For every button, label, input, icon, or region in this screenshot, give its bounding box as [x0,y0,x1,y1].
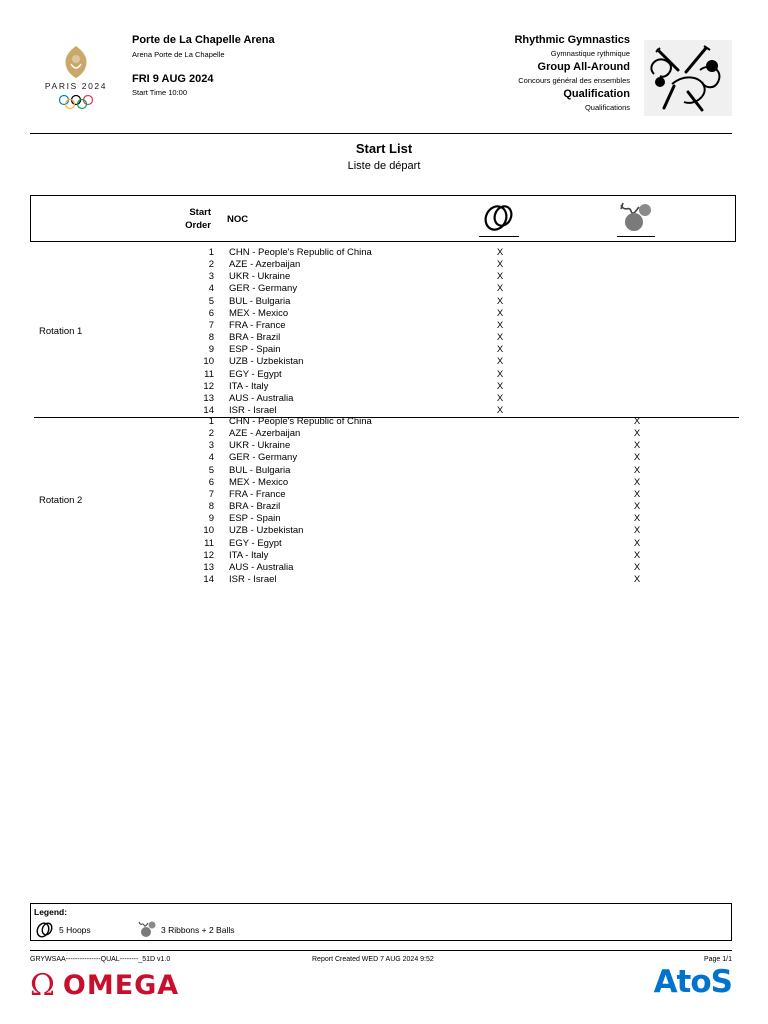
table-row [0,332,768,344]
noc-name: AZE - Azerbaijan [229,428,301,440]
venue-title: Porte de La Chapelle Arena [132,34,275,46]
start-order: 13 [203,392,214,404]
hoops-mark: X [496,404,504,416]
noc-name: AZE - Azerbaijan [229,259,301,271]
noc-name: CHN - People's Republic of China [229,416,372,427]
noc-name: ITA - Italy [229,380,269,392]
flame-icon [62,44,90,80]
event-title: Group All-Around [537,61,630,73]
noc-name: BRA - Brazil [229,332,281,344]
ribbons-balls-mark: X [633,416,641,427]
start-order: 3 [208,440,214,452]
noc-header: NOC [227,214,249,225]
hoops-mark: X [496,344,504,356]
table-row [0,381,768,393]
event-date: FRI 9 AUG 2024 [132,73,214,85]
legend-hoops-label: 5 Hoops [59,925,91,935]
hoops-mark: X [496,332,504,344]
hoops-mark: X [496,283,504,295]
ribbons-balls-mark: X [633,488,641,500]
table-row [0,465,768,477]
table-row [0,538,768,550]
noc-name: BUL - Bulgaria [229,464,291,476]
phase-title: Qualification [563,88,630,100]
phase-title-fr: Qualifications [584,103,630,112]
noc-name: FRA - France [229,488,286,500]
table-row [0,428,768,440]
noc-name: ITA - Italy [229,549,269,561]
noc-name: EGY - Egypt [229,537,282,549]
start-order: 2 [208,428,214,440]
ribbons-balls-mark: X [633,452,641,464]
start-order: 1 [208,247,214,258]
omega-logo [30,970,179,1002]
start-order: 3 [208,271,214,283]
table-row [0,259,768,271]
start-order: 12 [203,549,214,561]
start-order: 5 [208,295,214,307]
start-order: 7 [208,488,214,500]
table-row [0,271,768,283]
start-order: 9 [208,513,214,525]
table-row [0,283,768,295]
table-row [0,320,768,332]
noc-name: AUS - Australia [229,561,294,573]
table-row [0,308,768,320]
table-row [0,247,768,259]
logo-text: PARIS 2024 [44,81,108,91]
start-order: 11 [204,368,214,380]
ribbons-balls-mark: X [633,440,641,452]
table-row [0,562,768,574]
hoops-mark: X [496,368,504,380]
hoops-mark: X [496,392,504,404]
ribbons-balls-icon [617,201,655,233]
start-order: 8 [208,332,214,344]
olympic-rings-icon [58,94,94,110]
ribbons-balls-icon [137,919,157,939]
start-order: 2 [208,259,214,271]
start-order: 6 [208,307,214,319]
table-row [0,477,768,489]
start-order-header [177,206,211,232]
hoops-mark: X [496,307,504,319]
ribbons-balls-mark: X [633,573,641,585]
hoops-column-header [479,203,519,237]
start-time: Start Time 10:00 [132,88,188,97]
start-order: 14 [203,573,214,585]
page-title: Start List [355,141,413,156]
hoops-mark: X [496,271,504,283]
table-row [0,369,768,381]
noc-name: MEX - Mexico [229,476,289,488]
start-order: 10 [203,356,214,368]
table-row [0,356,768,368]
hoops-header-underline [479,236,519,237]
table-row [0,296,768,308]
ribbons-balls-mark: X [633,476,641,488]
hoops-mark: X [496,356,504,368]
rhythmic-gymnastics-icon [644,40,732,116]
legend [30,903,732,941]
footer-divider [30,950,732,951]
atos-logo: AtoS [653,964,732,1000]
noc-name: AUS - Australia [229,392,294,404]
noc-name: ESP - Spain [229,344,281,356]
rotation-label: Rotation 1 [39,326,83,338]
ribbons-balls-mark: X [633,513,641,525]
hoops-icon [479,203,519,233]
noc-name: ISR - Israel [229,404,277,416]
ribbons-balls-mark: X [633,464,641,476]
start-order-header-line2: Order [185,220,211,231]
page-number: Page 1/1 [703,956,732,963]
table-header [30,195,736,242]
sport-title: Rhythmic Gymnastics [514,34,630,46]
ribbons-balls-mark: X [633,525,641,537]
noc-name: CHN - People's Republic of China [229,247,372,258]
noc-name: UKR - Ukraine [229,440,291,452]
start-order: 5 [208,464,214,476]
ribbons-balls-mark: X [633,537,641,549]
table-row [0,513,768,525]
ribbons-balls-mark: X [633,428,641,440]
hoops-icon [35,921,55,939]
start-order-header-line1: Start [189,207,211,218]
start-order: 8 [208,501,214,513]
table-row [0,393,768,405]
omega-wordmark: OMEGA [62,970,180,1001]
rhythmic-gymnastics-pictogram [644,40,732,116]
noc-name: ISR - Israel [229,573,277,585]
table-row [0,525,768,537]
noc-name: ESP - Spain [229,513,281,525]
start-order: 1 [208,416,214,427]
noc-name: EGY - Egypt [229,368,282,380]
start-order: 13 [203,561,214,573]
start-order: 4 [208,283,214,295]
start-order: 4 [208,452,214,464]
header-divider [30,133,732,134]
ribbons-balls-mark: X [633,549,641,561]
table-row [0,452,768,464]
sport-title-fr: Gymnastique rythmique [550,49,630,58]
legend-title: Legend: [34,907,68,917]
start-order: 9 [208,344,214,356]
noc-name: GER - Germany [229,283,298,295]
start-order: 6 [208,476,214,488]
noc-name: BRA - Brazil [229,501,281,513]
event-title-fr: Concours général des ensembles [518,76,630,85]
noc-name: MEX - Mexico [229,307,289,319]
venue-subtitle: Arena Porte de La Chapelle [132,50,225,59]
noc-name: UKR - Ukraine [229,271,291,283]
report-code: GRYWSAA---------------QUAL--------_51D v1.0 [30,956,171,963]
table-row [0,489,768,501]
start-order: 12 [203,380,214,392]
noc-name: UZB - Uzbekistan [229,525,304,537]
table-row [0,574,768,586]
noc-name: GER - Germany [229,452,298,464]
ribbons-balls-column-header [617,201,655,237]
table-row [0,501,768,513]
start-order: 11 [204,537,214,549]
table-row [0,344,768,356]
hoops-mark: X [496,259,504,271]
noc-name: FRA - France [229,319,286,331]
table-row [0,440,768,452]
start-order: 7 [208,319,214,331]
table-row [0,416,768,428]
ribbons-balls-header-underline [617,236,655,237]
event-block [514,34,630,115]
legend-ribbons-balls-label: 3 Ribbons + 2 Balls [161,925,235,935]
noc-name: BUL - Bulgaria [229,295,291,307]
hoops-mark: X [496,319,504,331]
page-subtitle: Liste de départ [347,160,421,172]
start-order: 10 [203,525,214,537]
hoops-mark: X [496,295,504,307]
table-row [0,550,768,562]
hoops-mark: X [496,247,504,258]
report-created: Report Created WED 7 AUG 2024 9:52 [312,956,434,963]
noc-name: UZB - Uzbekistan [229,356,304,368]
venue-block [132,34,275,97]
omega-symbol-icon: Ω [30,968,55,1003]
start-order: 14 [203,404,214,416]
ribbons-balls-mark: X [633,561,641,573]
hoops-mark: X [496,380,504,392]
ribbons-balls-mark: X [633,501,641,513]
rotation-label: Rotation 2 [39,495,83,507]
paris-2024-logo [44,44,108,110]
